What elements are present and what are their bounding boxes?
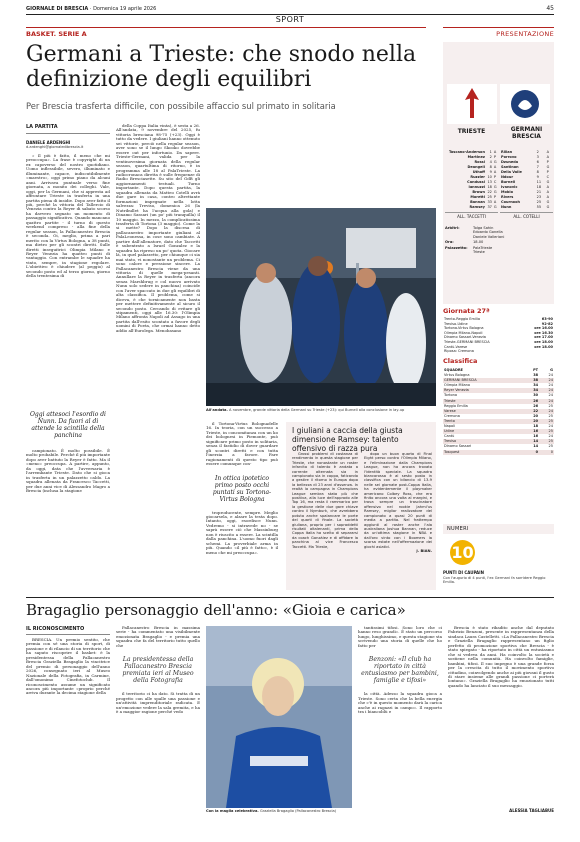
match-info — [445, 226, 553, 255]
player-number: 21 — [536, 190, 542, 194]
player-name: Rillan — [501, 150, 513, 154]
team-name: Dinamo Sassari — [444, 444, 472, 449]
match-name: Dinamo Sassari-Venezia — [444, 335, 486, 340]
player-position: P — [493, 195, 497, 199]
player-name: Iannuzzi — [468, 185, 485, 189]
team-games: 24 — [539, 378, 554, 383]
team-points: 34 — [533, 383, 539, 388]
player-number: 2 — [536, 150, 539, 154]
player-name: Bannan — [470, 200, 485, 204]
player-name: Rossi — [474, 160, 485, 164]
player-position: P — [546, 160, 549, 164]
home-coach: ALL. TACCETTI — [445, 212, 498, 221]
player-name: Uthoff — [472, 170, 485, 174]
article2-label: IL RICONOSCIMENTO — [26, 626, 85, 632]
player-name: Dzuneda — [501, 160, 519, 164]
team-games: 24 — [539, 388, 554, 393]
article2-pull-quote: La presidentessa della Pallacanestro Brescia premiata ieri al Museo della Fotografia — [122, 656, 194, 685]
info-label: Palazzetto: — [445, 245, 468, 250]
kicker-rule — [26, 27, 426, 28]
player-name: Mobio — [501, 190, 513, 194]
team-name: Trento — [443, 419, 523, 424]
team-points: 38 — [523, 378, 539, 383]
team-name: GERMANI BRESCIA — [443, 378, 523, 383]
article-column-1b — [26, 405, 110, 585]
team-points: 22 — [523, 409, 539, 414]
player-position: G — [493, 205, 497, 209]
numeri-label: PUNTI DI CAUPAIN — [443, 570, 484, 575]
author-email: d.ardenghi@giornaledibrescia.it — [26, 145, 84, 149]
team-games: 24 — [548, 383, 553, 388]
team-points: 14 — [533, 444, 539, 449]
pull-quote: Oggi attesoci l'esordio di Nunn. Da fuori al di attende la scintilla della panchina — [30, 411, 106, 439]
team-points: 16 — [533, 434, 539, 439]
match-score: ore 16.00 — [534, 326, 553, 331]
sidebar-signature: J. BIAN. — [416, 548, 432, 553]
player-position: A — [493, 170, 497, 174]
player-position: G — [493, 160, 497, 164]
match-score: 92-82 — [541, 321, 553, 326]
match-score: 63-90 — [541, 317, 553, 321]
player-name: Moretti — [470, 195, 485, 199]
player-position: A — [546, 150, 550, 154]
bragaglio-portrait — [206, 626, 352, 808]
article2-column-3: tantissimi tifosi. Sono loro che ci hanno reso grandi». È stato un percorso lungo, lunghissimo, e questa stagione sta scrivendo una storia di quelle che ho fatto per Benzoni: «Il club ha riportato in città entusiasmo per bambini, famiglie e tifosi» la città. Adesso la squadra gioca a Trieste. Sono certa che la bella energia che c'è in questo momento darà la carica anche ai ragazzi in campo». Il rapporto tra i biancoblù e — [358, 626, 442, 715]
player-number: 33 — [487, 200, 492, 204]
team-name: Treviso — [443, 439, 523, 444]
body-text: il Tortona-Virtus Bolognadelle 16. In teoria, con un successo a Trieste, in concomitanza con un ko dei bolognesi in Piemonte, può significare primo posto in solitaria, senza il fastidio di dover guardare gli scontri diretti e con tutta l'inerzia a favore. Fare ragionamenti di questo tipo può essere comunque con- — [206, 422, 278, 467]
info-row — [445, 240, 553, 244]
numeri-text: Con l'augurio di 4 punti, l'ex Germani fa sorridere Reggio Emilia. — [443, 576, 546, 585]
article2-rule — [26, 597, 554, 598]
results-table — [443, 317, 554, 354]
team-points: 18 — [533, 424, 539, 429]
player-name: Deangeli — [467, 165, 485, 169]
player-position: G — [546, 165, 550, 169]
result-row — [443, 349, 554, 354]
team-points: 0 — [523, 450, 539, 455]
page-number: 45 — [546, 5, 554, 12]
standings-table — [443, 368, 554, 455]
article-headline: Germani a Trieste: che snodo nella definizione degli equilibri — [26, 42, 417, 92]
standings-header-cell: SQUADRE — [443, 368, 523, 373]
match-name: Riposa: Cremona — [444, 349, 474, 354]
article-kicker: BASKET. SERIE A — [26, 30, 87, 38]
info-label: Ora: — [445, 240, 454, 245]
match-name: Olimpia Milano-Napoli — [444, 330, 483, 335]
kicker-rule-right — [443, 27, 554, 28]
team-name: Reggio Emilia — [444, 403, 468, 408]
numeri-title: NUMERI — [443, 524, 554, 534]
player-position: A — [493, 200, 497, 204]
match-score — [520, 349, 554, 354]
player-number: 22 — [487, 190, 492, 194]
player-name: Nunn — [501, 205, 512, 209]
player-number: 37 — [487, 205, 492, 209]
brescia-logo — [500, 84, 550, 124]
photo-caption: All'andata. A novembre, grande vittoria della Germani su Trieste (+23): qui Burnell alla conclusione in lay-up — [206, 408, 405, 412]
article2-photo — [206, 626, 352, 808]
team-name: Reyer Venezia — [443, 388, 523, 393]
body-text: campionato. È molto possibile. È molto probabile. Perché il più importante dopo aver battuto la Reyer è fatto. Ma il «meno» preoccupa. A partire, appunto, da oggi, data che l'avversaria è l'arrembante Trieste. Dato che si gioca in trasferta in un palazzetto caldo. La squadra allenata da Francesco Taccetti, per due anni vice di Alessandro Magro a Brescia (inclusa la stagione — [26, 448, 110, 494]
article-subhead: Per Brescia trasferta difficile, con possibile affaccio sul primato in solitaria — [26, 101, 336, 111]
pull-quote-2: In ottica ipotetico primo posto occhi puntati su Tortona-Virtus Bologna — [212, 474, 272, 503]
team-away-name: GERMANI BRESCIA — [510, 126, 543, 140]
team-games: 24 — [548, 393, 553, 398]
team-games: 24 — [539, 399, 554, 404]
away-coach: ALL. COTELLI — [500, 212, 553, 221]
team-name: Udine — [443, 429, 523, 434]
section-title: SPORT — [275, 15, 305, 24]
player-name: Ruzzier — [470, 175, 485, 179]
player-name: Della Valle — [501, 170, 522, 174]
team-home-name: TRIESTE — [457, 128, 486, 135]
author-name: DANIELE ARDENGHI — [26, 140, 71, 145]
player-name: Burnell — [501, 180, 516, 184]
team-points: 14 — [523, 439, 539, 444]
team-games: 25 — [548, 413, 553, 418]
match-name: Trieste-GERMANI BRESCIA — [444, 339, 490, 344]
standings-header-cell: G — [539, 368, 554, 373]
standings-row — [443, 450, 554, 455]
match-name: Tortona-Virtus Bologna — [444, 326, 484, 331]
player-number: 3 — [536, 155, 539, 159]
team-games: 25 — [548, 403, 553, 408]
player-number: 13 — [487, 180, 492, 184]
player-name: Ramsey — [469, 205, 485, 209]
team-games: 24 — [539, 409, 554, 414]
sidebar-column-1: Grossi problemi di costanza di rendimento in questa stagione per Trieste, che nonostante un roster infarcito di talento è andata a corrente alternata sia in campionato sia in coppa, faticando a gestire il ritorno in Europa dopo la bellezza di 23 anni d'assenza. In realtà la campagna in Champions League sembra stata più che positiva, alla luce dell'approdo alle Top 16, ma resta il rammarico per la gestione delle due gare chiave contro il Nymburk, che avrebbero potuto anche spalancare le porte del quarti di finale. La società giuliana, proprio per i sopraddetti risultati altalenanti, prima della Coppa Italia ha scelto di separarsi da coach González e di affidare la panchina al vice Francesco Taccetti. Ma Trieste, — [292, 452, 358, 549]
player-number: 25 — [487, 195, 492, 199]
body-text: » Il più è fatto, il meno che mi preoccupa». La frase è copyright di un ex capoverso del nostro quotidiano. Uomo inflessibile, severo, illuminato e illuminante, capace, indiscutibilmente «maestro», oggi primo piano da alcuni anni. Arrivava puntuale verso fine giornata, a monito dei colleghi. Vale, oggi, per la Germani, che si appresta ad affrontare Trieste in trasferta in una partita piena di insidie. Dopo aver fatto il più, perché la vittoria del Tallercio di Venezia contro la Reyer di sabato scorso ha davvero segnato un momento di passaggio significativo. Quando mancano quattro partite - il turno di questo weekend compreso - alla fine della regular season, la Pallacanestro Brescia è seconda. Oi, meglio, prima a pari merito con la Virtus Bologna, a 38 punti, ma dietro per gli scontri diretti. Sulle diretti inseguitrici Olimpia Milano e Reyer Venezia ha quattro punti di vantaggio. Con entrambe le squadre ha vinto, sempre, in stagione regolare. L'obiettivo è chiudere (al peggio) al secondo posto ed al terzo giorno, giorno della trentesima di — [26, 153, 110, 279]
info-value: 18.00 — [473, 240, 484, 245]
team-points: 26 — [533, 403, 539, 408]
info-label: Arbitri: — [445, 226, 460, 230]
player-position: P — [493, 155, 497, 159]
player-name: Ivanovic — [501, 185, 518, 189]
sidebar-headline: I giuliani a caccia della giusta dimensione Ramsey: talento offensivo di razza pura — [292, 426, 403, 453]
team-games: 25 — [539, 429, 554, 434]
article-photo — [206, 208, 436, 406]
home-player-row — [445, 205, 498, 210]
player-position: C — [546, 175, 550, 179]
brescia-lion-icon — [500, 84, 550, 124]
article2-signature: ALESSIA TAGLIABUE — [509, 808, 554, 813]
team-games: 25 — [548, 444, 553, 449]
player-number: 9 — [489, 170, 492, 174]
article2-headline: Bragaglio personaggio dell'anno: «Gioia e carica» — [26, 601, 406, 619]
standings-header-cell: PT — [523, 368, 539, 373]
presentazione-title: PRESENTAZIONE — [496, 30, 554, 38]
numeri-value: 10 — [450, 540, 475, 565]
player-name: Porrovo — [501, 155, 517, 159]
player-number: 9 — [536, 175, 539, 179]
article2-column-1: BRESCIA. Un premio sentito, che premia con sé una storia di sport, di passione e di rilancio di un territorio che ha saputo riscoprire il basket: è la presidentessa della Pallacanestro Brescia Graziella Bragaglio la vincitrice del premio di personaggio dell'anno 2026, consegnato ieri al Museo Nazionale della Fotografia, in Carmine, dall'omonimo Cinefotoclub. Il riconoscimento assume un significato ancora più importante «proprio perché arriva durante la decima stagione della — [26, 638, 110, 696]
caption-bold: All'andata. — [206, 408, 228, 412]
trieste-halberd-icon — [447, 84, 497, 124]
match-score: ore 18.00 — [534, 339, 553, 344]
page-header — [26, 4, 554, 14]
team-points: 20 — [533, 413, 539, 418]
info-row — [445, 246, 553, 255]
match-name: Trento-Reggio Emilia — [444, 317, 480, 321]
player-number: 25 — [536, 200, 542, 204]
team-points: 38 — [533, 373, 539, 378]
match-score: ore 16.30 — [534, 330, 553, 335]
match-score: ore 18.00 — [534, 344, 553, 349]
section-label: LA PARTITA — [26, 124, 58, 130]
article2-caption: Con la maglia celebrativa. Graziella Bragaglio (Pallacanestro Brescia) — [206, 809, 337, 813]
player-number: 4 — [489, 160, 492, 164]
player-number: 23 — [536, 195, 542, 199]
team-games: 25 — [539, 419, 554, 424]
player-number: 2 — [489, 155, 492, 159]
team-name: Trieste — [443, 399, 523, 404]
player-name: Rivers — [501, 195, 514, 199]
issue-date: · Domenica 19 aprile 2026 — [88, 6, 157, 12]
player-number: 6 — [536, 160, 539, 164]
player-number: 18 — [487, 185, 492, 189]
team-games: 0 — [539, 450, 554, 455]
player-name: Santinon — [501, 165, 519, 169]
player-position: C — [493, 180, 497, 184]
player-name: Ndour — [501, 175, 514, 179]
player-number: 55 — [536, 205, 542, 209]
trieste-logo — [447, 84, 497, 124]
player-number: 1 — [489, 150, 492, 154]
team-name: Olimpia Milano — [444, 383, 471, 388]
team-games: 24 — [548, 424, 553, 429]
team-points: 16 — [523, 429, 539, 434]
player-name: Brown — [472, 190, 485, 194]
team-name: Tortona — [444, 393, 458, 398]
match-name: Treviso-Udine — [444, 321, 468, 326]
info-value: Tolga Sahin Edoardo Gonella Daniele Valleriani — [473, 226, 505, 239]
player-number: 18 — [536, 185, 542, 189]
team-name: Cantù — [444, 434, 455, 439]
match-score: ore 17.00 — [534, 335, 553, 340]
team-points: 20 — [523, 419, 539, 424]
team-points: 30 — [533, 393, 539, 398]
team-points: 26 — [523, 399, 539, 404]
info-value: PalaTrieste Trieste — [473, 245, 493, 255]
player-position: G — [493, 190, 497, 194]
team-points: 34 — [523, 388, 539, 393]
player-position: G — [546, 200, 550, 204]
player-name: Cournooh — [501, 200, 520, 204]
match-name: Cantù-Varese — [444, 344, 468, 349]
player-name: Toscano-Anderson — [448, 150, 485, 154]
player-position: A — [546, 185, 550, 189]
article-column-2 — [116, 124, 200, 589]
player-position: G — [493, 185, 497, 189]
player-position: A — [493, 165, 497, 169]
body-text: troproducente, sempre. Meglio giocarsela, e alzare la testa dopo. Intanto, oggi, esordisce Nunn. Vedremo - si intravede no - se saprà essere ciò che Massinburg non è riuscito a essere. La scintilla dalla panchina. L'uomo fuori dagli schemi. La proverbiale arma in più. Quando «il più è fatto», è il meno che mi preoccupa». — [206, 509, 278, 555]
player-position: A — [546, 195, 550, 199]
sidebar-column-2: dopo un buon quarto di Final Eight perso contro l'Olimpia Milano, e l'eliminazione dalla Champions League, non ha ancora trovato l'identità speciale. La squadra biancorossa è al sesto posto in classifica con un bilancio di 13-9 nelle sei giornate post-Coppa Italia, ha evidentemente il playmaker americano Colbey Ross, che era finito ancora una volta al margini, e trova sempre un trascinatore offensivo nel rookie Jahmi'us Ramsey, miglior realizzatore del campionato a quasi 20 punti di media a partita. Nel frattempo aggiunti al roster anche l'ala australiana Joshua Bannan, reduce da un'ottima stagione in NBA e dall'oro vinto con i Boomers la scorsa estate nell'affermazione dei giochi asiatici. J. BIAN. — [364, 452, 432, 553]
away-lineup — [500, 150, 553, 210]
player-position: A — [493, 150, 497, 154]
basketball-photo — [206, 208, 436, 406]
player-number: 7 — [536, 165, 539, 169]
away-player-row — [500, 205, 553, 210]
player-position: P — [546, 170, 549, 174]
team-games: 24 — [548, 434, 553, 439]
article2-pull-quote-2: Benzoni: «Il club ha riportato in città entusiasmo per bambini, famiglie e tifosi» — [361, 656, 439, 685]
newspaper-name: GIORNALE DI BRESCIA — [26, 6, 89, 12]
team-name: Virtus Bologna — [444, 373, 470, 378]
article2-column-4: Brescia è stato ribadito anche dal deputato Fabrizio Benzoni, presente in rappresentanza della sindaca Laura Castelletti. «La Pallacanestro Brescia e Graziella Bragaglio rappresentano un figlio perfetto di promozione sportiva che Brescia - è stato spiegato - ha riportato in città un entusiasmo che si vedeva da anni. Ha coinvolto la società e sostiene nella comunità. Ha coinvolto famiglie, bambini, tifosi. Il suo impegno è una grande forza per la crescita di tutto il movimento sportivo cittadino, coinvolgendo anche ai più giovani il gusto di stare insieme alle grandi passione ci porterà lontano». Graziella Bragaglio ha emozionato tutti quando ha lanciato il suo messaggio. — [448, 626, 554, 688]
team-name: Cremona — [444, 413, 460, 418]
player-position: G — [546, 205, 550, 209]
player-name: Martinez — [467, 155, 485, 159]
player-number: 8 — [536, 170, 539, 174]
player-position: G — [546, 180, 550, 184]
body-text: della Coppa Italia vinta), è sesta a 26. All'andata, 9 novembre del 2025, fu vittoria bresciana 98-75 (+23). Oggi è tutto da vedere. I giuliani hanno ottenuto sei vittorie, perciò nella regular season, aver sono se il lungo Skooko dovrebbe essere out per infortunio. Da sapere. Trieste-Germani, valida per la ventinovesima giornata della regular season, quartultima di ritorno, è in programma alle 18 al PalaTrieste. La radiocronaca diretta è sulle frequenze di Radio Bresciasette. Su sito del GdB gli aggiornamenti testuali. Turno importante. Dopo questa partita, la squadra allenata da Matteo Cotelli avrà due gare in casa, contro altrettante formazioni impegnate nella lotta salvezza: Treviso, domenica 26 (la Nutribullet ha l'acqua alla gola) e Dinamo Sassari (un po' più tranquilla) il 10 maggio. In mezzo, la complicatissima trasferta di Tortona (3 maggio). Come la si mette? Dopo la discesa di pallacanestro importante giuliani al PalaLeonessa, in cose sono cambiate. A partire dall'allenatore, dato che Taccetti è subentrato a Israel Gonzalez e la squadra ha ripreso un po' quota. Giocare là, in quel palazzetto, per chiunque ci sia mai stato, vi nonostante un problema. Ci sono calore e pressione sincere. La Pallacanestro Brescia viene da una vittoria di quelle mega-pesanti. Annullare la Reyer in trasferta (ancora senza Marshbrug e col nuovo arrivato Nunn solo sedere in panchina) coincide con l'aver spaccato in due gli equilibri di alta classifica. Il problema, come si diceva, è che tornicamente non basta per mettere definitivamente al sicuro il secondo posto. Cercando di evitare gli stipamenti, oggi alle 16.30: l'Olimpia Milano affronta Napoli ad Assago in una partita dall'esito scontato a favore degli uomini di Poeta, che ormai hanno detto addio all'Eurolega. Menobasano — [116, 124, 200, 333]
team-name: Tosquest — [443, 450, 523, 455]
player-name: Candussi — [467, 180, 485, 184]
info-row — [445, 226, 553, 239]
team-name: Varese — [443, 409, 523, 414]
player-number: 11 — [536, 180, 542, 184]
giornata-title: Giornata 27ª — [443, 307, 490, 315]
home-lineup — [445, 150, 498, 210]
team-name: Napoli — [444, 424, 456, 429]
player-position: A — [546, 190, 550, 194]
player-number: 8 — [489, 165, 492, 169]
player-position: A — [546, 155, 550, 159]
article-column-3 — [206, 422, 278, 590]
article2-column-2: Pallacanestro Brescia in massima serie - ha commentato una visibilmente emozionata Bragaglio - e premia una squadra che fa del territorio tutto quello che La presidentessa della Pallacanestro Brescia premiata ieri al Museo della Fotografia il territorio ci ha dato. Si tratta di un progetto con alle spalle una passione e un'attività imprenditoriale radicata. E un'emozione vedere la sala gremita, e ha è a maggior ragione perché vedo — [116, 626, 200, 715]
team-games: 25 — [539, 439, 554, 444]
team-games: 24 — [548, 373, 553, 378]
classifica-title: Classifica — [443, 357, 478, 365]
player-number: 10 — [487, 175, 492, 179]
player-position: P — [493, 175, 497, 179]
